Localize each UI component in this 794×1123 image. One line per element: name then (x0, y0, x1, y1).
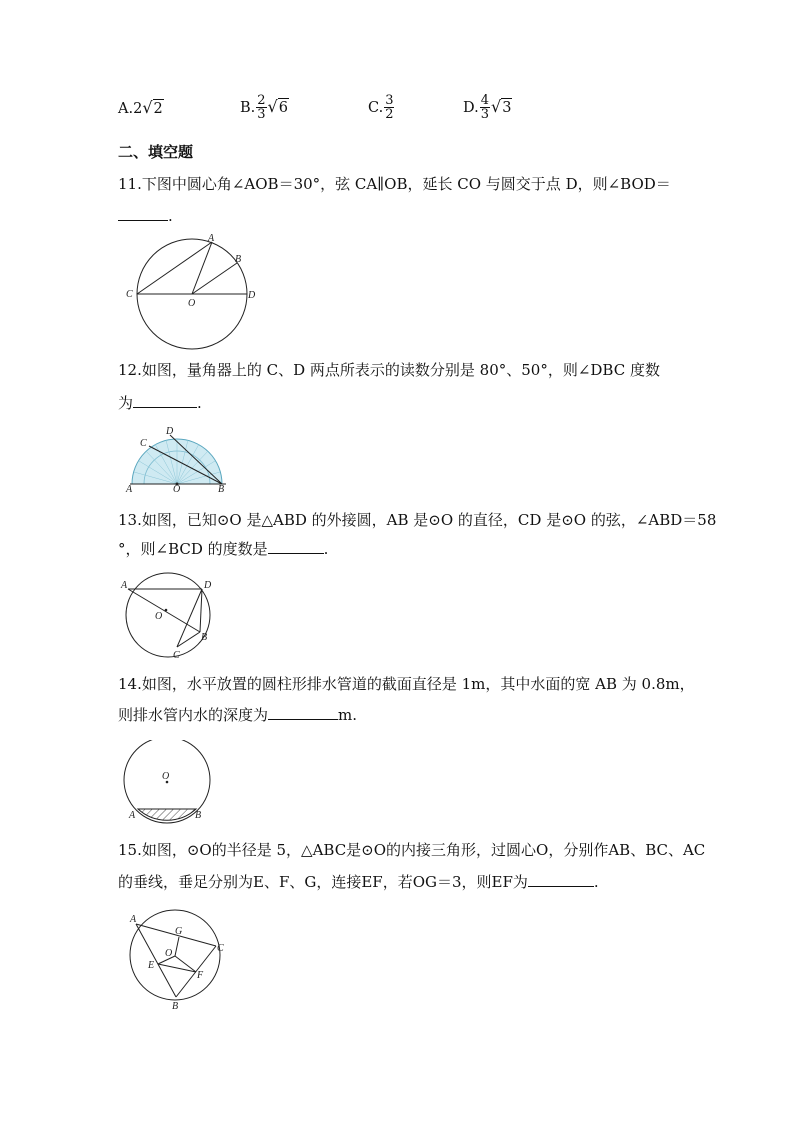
q14-answer-line (118, 705, 357, 725)
option-a-coef: 2 (133, 100, 143, 117)
q13-center-dot (165, 609, 168, 612)
q13-diameter-ab (128, 589, 200, 632)
q14-text: 14.如图，水平放置的圆柱形排水管道的截面直径是 1m，其中水面的宽 AB 为 0.8m， (118, 675, 695, 693)
option-a-label: A. (118, 100, 134, 117)
q15-answer-line (118, 872, 599, 892)
option-d (463, 94, 512, 121)
q14-tail: m. (338, 706, 358, 724)
q15-label-b: B (172, 1001, 179, 1012)
option-b-label: B. (240, 99, 256, 116)
option-b-fraction (256, 94, 266, 121)
option-a-sqrt: √ 2 (142, 98, 163, 117)
option-d-fraction (480, 94, 490, 121)
option-c (368, 94, 395, 121)
q13-prefix: °，则∠BCD 的度数是 (118, 540, 268, 558)
q11-radius-ob (192, 263, 237, 294)
q12-blank[interactable] (133, 393, 197, 408)
q15-figure (120, 908, 230, 1012)
q14-label-a: A (129, 810, 136, 821)
q11-chord-ca (137, 242, 212, 294)
q15-tail: . (593, 873, 599, 891)
q11-label-b: B (235, 254, 242, 265)
option-a (118, 98, 164, 119)
q14-blank[interactable] (268, 705, 338, 720)
q15-prefix: 的垂线，垂足分别为E、F、G，连接EF，若OG＝3，则EF为 (118, 873, 528, 891)
q11-label-o: O (188, 298, 196, 309)
q13-label-a: A (121, 580, 128, 591)
option-b-num: 2 (257, 93, 266, 108)
q12-tail: . (197, 394, 202, 412)
option-b-sqrt: √ 6 (267, 97, 288, 116)
q12-label-o: O (173, 484, 181, 494)
q14-label-o: O (162, 771, 170, 782)
option-b-radicand: 6 (278, 100, 288, 116)
q11-blank[interactable] (118, 206, 168, 221)
q15-label-c: C (217, 943, 224, 954)
option-d-radicand: 3 (502, 100, 512, 116)
q11-figure (120, 230, 270, 350)
q12-label-a: A (126, 484, 133, 494)
q12-label-b: B (218, 484, 225, 494)
q11-tail: . (168, 207, 173, 225)
q13-circle (126, 573, 210, 657)
option-b-den: 3 (257, 107, 266, 122)
q15-label-g: G (175, 926, 183, 937)
q15-blank[interactable] (528, 872, 594, 887)
q11-label-d: D (248, 290, 256, 301)
q11-radius-oa (192, 242, 212, 294)
option-c-num: 3 (385, 93, 394, 108)
q11-text: 11.下图中圆心角∠AOB＝30°，弦 CA∥OB，延长 CO 与圆交于点 D，则∠BOD＝ (118, 175, 671, 193)
option-a-radicand: 2 (153, 101, 163, 117)
q13-label-d: D (204, 580, 212, 591)
q11-answer-line (118, 206, 173, 226)
q12-label-c: C (140, 438, 147, 449)
q12-answer-line (118, 393, 202, 413)
q13-answer-line (118, 539, 328, 559)
q14-label-b: B (195, 810, 202, 821)
q12-label-d: D (166, 426, 174, 437)
q15-label-o: O (165, 948, 173, 959)
q15-label-a: A (130, 914, 137, 925)
q13-tail: . (323, 540, 329, 558)
q15-perp-og (175, 937, 179, 956)
q11-label-a: A (208, 233, 215, 244)
q14-figure (122, 740, 218, 824)
q12-prefix: 为 (118, 394, 134, 412)
q15-label-e: E (148, 960, 155, 971)
q14-prefix: 则排水管内水的深度为 (118, 706, 269, 724)
q13-label-b: B (201, 632, 208, 643)
q15-text: 15.如图，⊙O的半径是 5，△ABC是⊙O的内接三角形，过圆心O，分别作AB、BC、AC (118, 841, 706, 859)
option-c-den: 2 (385, 107, 394, 122)
option-d-num: 4 (480, 93, 489, 108)
q13-label-o: O (155, 611, 163, 622)
q14-water-region (138, 809, 196, 820)
q11-label-c: C (126, 289, 133, 300)
q12-figure (122, 424, 232, 494)
option-c-fraction (384, 94, 394, 121)
option-d-den: 3 (480, 107, 489, 122)
q13-chord-bd (200, 589, 202, 632)
option-d-sqrt: √ 3 (491, 97, 512, 116)
option-d-label: D. (463, 99, 479, 116)
q13-figure (120, 570, 220, 662)
q13-blank[interactable] (268, 539, 324, 554)
option-b (240, 94, 289, 121)
q13-label-c: C (173, 650, 180, 661)
section-heading: 二、填空题 (118, 143, 194, 161)
q12-text: 12.如图，量角器上的 C、D 两点所表示的读数分别是 80°、50°，则∠DBC 度数 (118, 361, 660, 379)
q15-label-f: F (197, 970, 204, 981)
option-c-label: C. (368, 99, 384, 116)
q13-text: 13.如图，已知⊙O 是△ABD 的外接圆，AB 是⊙O 的直径，CD 是⊙O 的弦，∠ABD＝58 (118, 511, 717, 529)
